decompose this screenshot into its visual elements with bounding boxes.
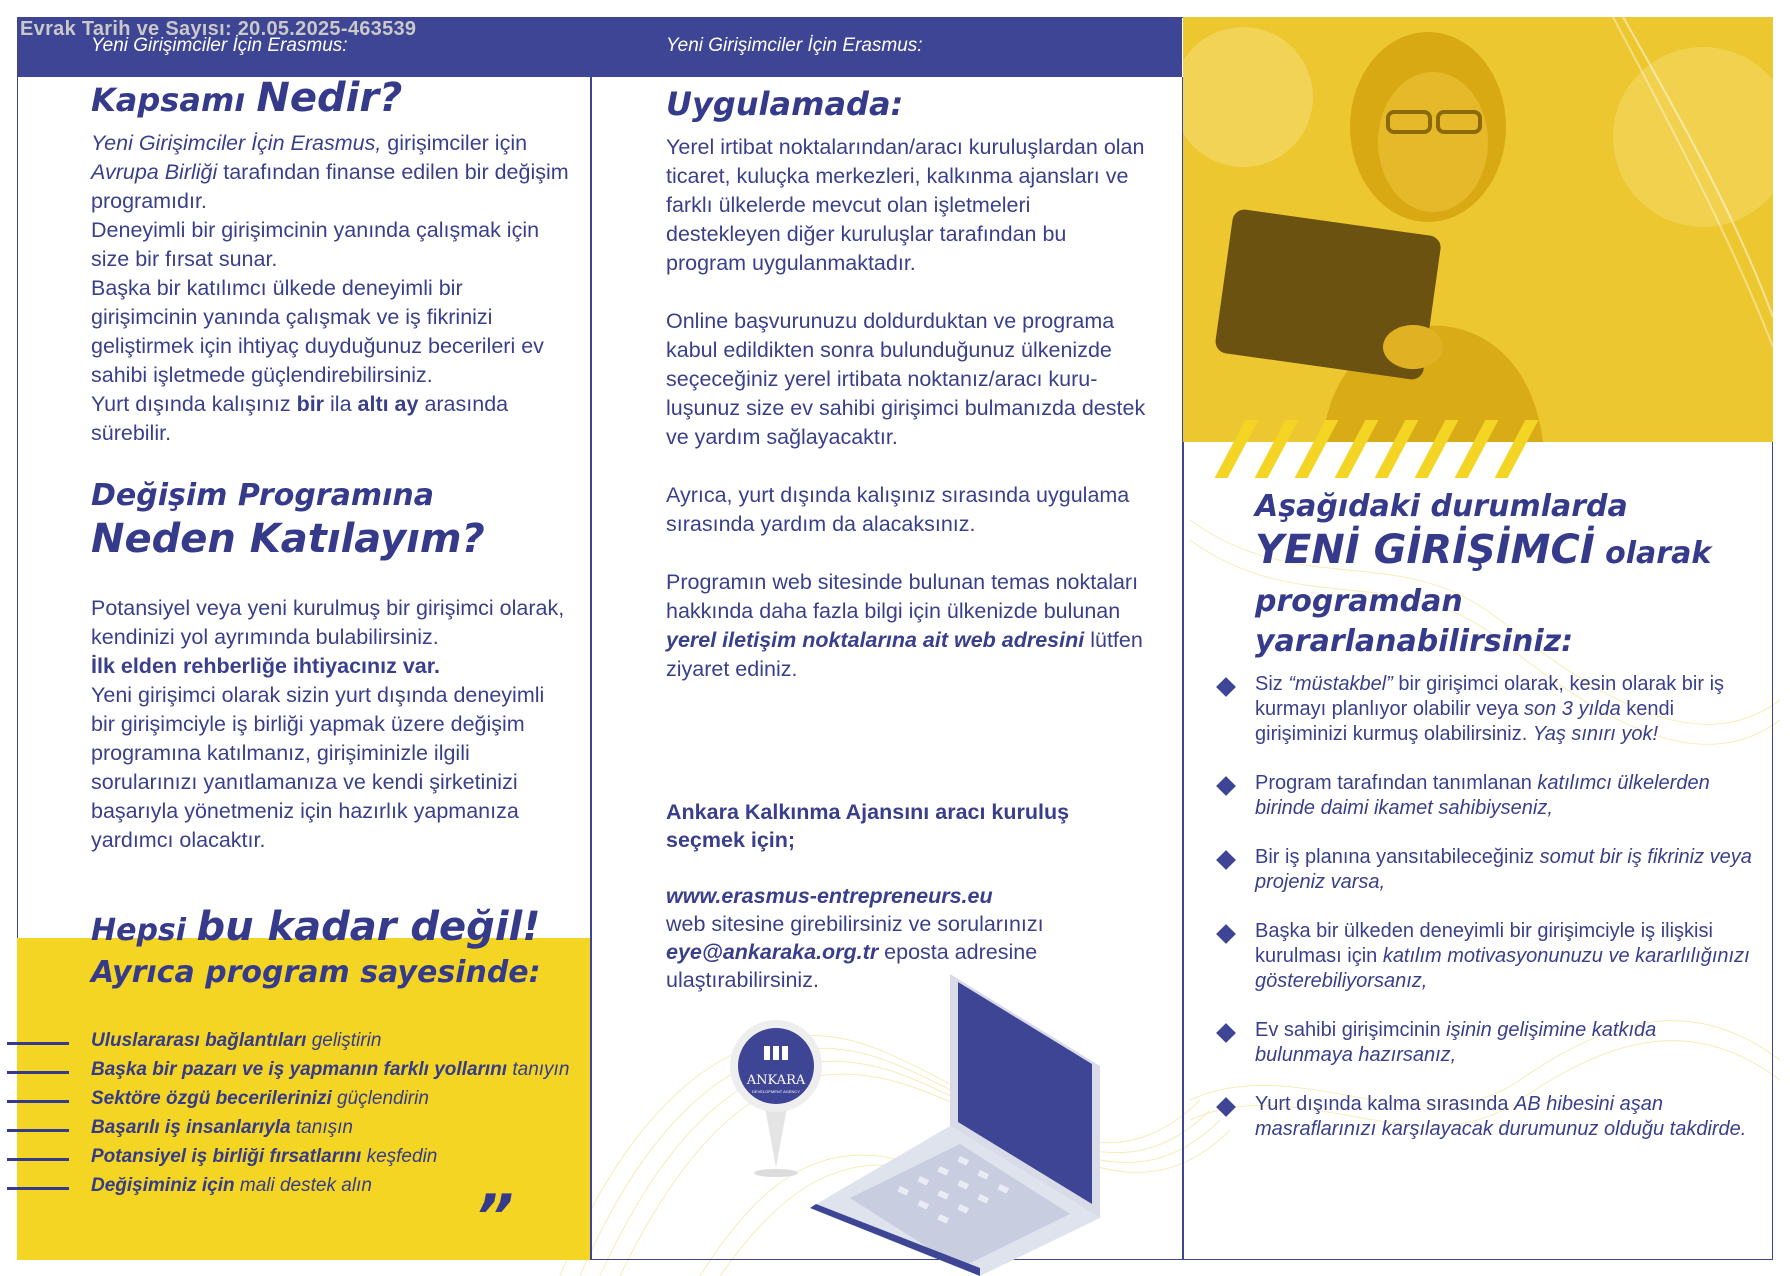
paragraph-agency: Ankara Kalkınma Ajansını aracı kuruluş seçmek için; bbox=[666, 800, 1070, 852]
dash-marker bbox=[7, 1129, 69, 1132]
list-item: Yurt dışında kalma sırasında AB hibesini aşan masraflarınızı karşılayacak durumunuz olduğu takdirde. bbox=[1255, 1092, 1755, 1142]
dash-marker bbox=[7, 1071, 69, 1074]
list-item: Program tarafından tanımlanan katılımcı ülkelerden birinde daimi ikamet sahibiyseniz, bbox=[1255, 771, 1755, 821]
paragraph-benefits: Yeni girişimci olarak sizin yurt dışında deneyimli bir girişimciyle iş birliği yapmak üzere değişim programına katılmanız, girişiminizle ilgili sorularınızı yanıtlamanıza ve kendi şirketinizi başarıyla yönetmeniz için hazırlık yapmanıza yardımcı olacaktır. bbox=[91, 683, 545, 852]
list-item: Başka bir pazarı ve iş yapmanın farklı yollarını tanıyın bbox=[91, 1059, 569, 1088]
paragraph-duration: Yurt dışında kalışınız bir ila altı ay arasında sürebilir. bbox=[91, 392, 509, 445]
logo-subtext: DEVELOPMENT AGENCY bbox=[752, 1089, 800, 1094]
paragraph-opportunity: Deneyimli bir girişimcinin yanında çalışmak için size bir fırsat sunar. bbox=[91, 218, 540, 271]
paragraph-contact-points: Programın web sitesinde bulunan temas noktaları hakkında daha fazla bilgi için ülkenizde bulunan yerel iletişim noktalarına ait web adresini lütfen ziyaret ediniz. bbox=[666, 570, 1143, 681]
list-item: Sektöre özgü becerilerinizi güçlendirin bbox=[91, 1088, 569, 1117]
eligibility-list bbox=[1255, 672, 1755, 1166]
email-link[interactable]: eye@ankaraka.org.tr bbox=[666, 940, 879, 964]
column-middle bbox=[666, 85, 1146, 684]
column-divider-1 bbox=[590, 77, 592, 1260]
quote-mark: ” bbox=[475, 1182, 514, 1252]
list-item: Uluslararası bağlantıları geliştirin bbox=[91, 1030, 569, 1059]
paragraph-support: Ayrıca, yurt dışında kalışınız sırasında uygulama sırasında yardım da alacaksınız. bbox=[666, 483, 1130, 536]
contact-block: Ankara Kalkınma Ajansını aracı kuruluş seçmek için; www.erasmus-entrepreneurs.eu web sitesine girebilirsiniz ve sorularınızı eye@ankaraka.org.tr eposta adresine ulaştırabilirsiniz. bbox=[666, 798, 1106, 994]
header-title-middle: Yeni Girişimciler İçin Erasmus: bbox=[666, 35, 923, 56]
paragraph-application: Online başvurunuzu doldurduktan ve programa kabul edildikten sonra bulunduğunuz ülkenizde seçeceğiniz yerel irtibata noktanız/aracı kuru-luşunuz size ev sahibi girişimci bulmanızda destek ve yardım sağlayacaktır. bbox=[666, 309, 1146, 449]
list-item: Siz “müstakbel” bir girişimci olarak, kesin olarak bir iş kurmayı planlıyor olabilir veya son 3 yılda kendi girişiminizi kurmuş olabilirsiniz. Yaş sınırı yok! bbox=[1255, 672, 1755, 747]
header-title-left: Yeni Girişimciler İçin Erasmus: bbox=[91, 35, 348, 56]
website-link[interactable]: www.erasmus-entrepreneurs.eu bbox=[666, 884, 993, 908]
list-item: Başka bir ülkeden deneyimli bir girişimciyle iş ilişkisi kurulması için katılım motivasyonunuzu ve kararlılığınızı gösterebiliyorsanız, bbox=[1255, 919, 1755, 994]
dash-marker bbox=[7, 1158, 69, 1161]
paragraph-implementation: Yerel irtibat noktalarından/aracı kuruluşlardan olan ticaret, kuluçka merkezleri, kalkınma ajansları ve farklı ülkelerde mevcut olan işletmeleri destekleyen diğer kuruluşlar tarafından bu program uygulanmaktadır. bbox=[666, 135, 1145, 275]
heading-eligibility: Aşağıdaki durumlarda YENİ GİRİŞİMCİ olarak programdan yararlanabilirsiniz: bbox=[1255, 489, 1712, 659]
dash-marker bbox=[7, 1187, 69, 1190]
logo-text: ANKARA bbox=[746, 1073, 806, 1088]
document-stamp: Evrak Tarih ve Sayısı: 20.05.2025-463539 bbox=[20, 18, 417, 40]
list-item: Başarılı iş insanlarıyla tanışın bbox=[91, 1117, 569, 1146]
paragraph-potential: Potansiyel veya yeni kurulmuş bir girişimci olarak, kendinizi yol ayrımında bulabilirsiniz. bbox=[91, 596, 565, 649]
paragraph-guidance: İlk elden rehberliğe ihtiyacınız var. bbox=[91, 654, 440, 678]
laptop-illustration bbox=[810, 968, 1150, 1276]
website-text: web sitesine girebilirsiniz ve sorularınızı bbox=[666, 912, 1044, 936]
paragraph-intro: Yeni Girişimciler İçin Erasmus, girişimciler için Avrupa Birliği tarafından finanse edilen bir değişim programıdır. bbox=[91, 131, 569, 213]
heading-in-practice: Uygulamada: bbox=[666, 85, 904, 123]
woman-with-tablet-image bbox=[1183, 17, 1773, 442]
list-item: Değişiminiz için mali destek alın bbox=[91, 1175, 569, 1204]
heading-not-all: Hepsi bu kadar değil! Ayrıca program sayesinde: bbox=[91, 904, 541, 990]
list-item: Potansiyel iş birliği fırsatlarını keşfedin bbox=[91, 1146, 569, 1175]
paragraph-skills: Başka bir katılımcı ülkede deneyimli bir girişimcinin yanında çalışmak ve iş fikrinizi geliştirmek için ihtiyaç duyduğunuz becerileri ev sahibi işletmede güçlendirebilirsiniz. bbox=[91, 276, 544, 387]
dash-marker bbox=[7, 1100, 69, 1103]
hero-photo bbox=[1183, 17, 1773, 442]
heading-scope: Kapsamı Nedir? bbox=[91, 75, 403, 121]
list-item: Ev sahibi girişimcinin işinin gelişimine katkıda bulunmaya hazırsanız, bbox=[1255, 1018, 1755, 1068]
dash-marker bbox=[7, 1042, 69, 1045]
column-left bbox=[91, 75, 571, 855]
heading-why-join: Değişim Programına Neden Katılayım? bbox=[91, 478, 485, 562]
list-item: Bir iş planına yansıtabileceğiniz somut bir iş fikriniz veya projeniz varsa, bbox=[1255, 845, 1755, 895]
benefit-list bbox=[91, 1030, 569, 1204]
